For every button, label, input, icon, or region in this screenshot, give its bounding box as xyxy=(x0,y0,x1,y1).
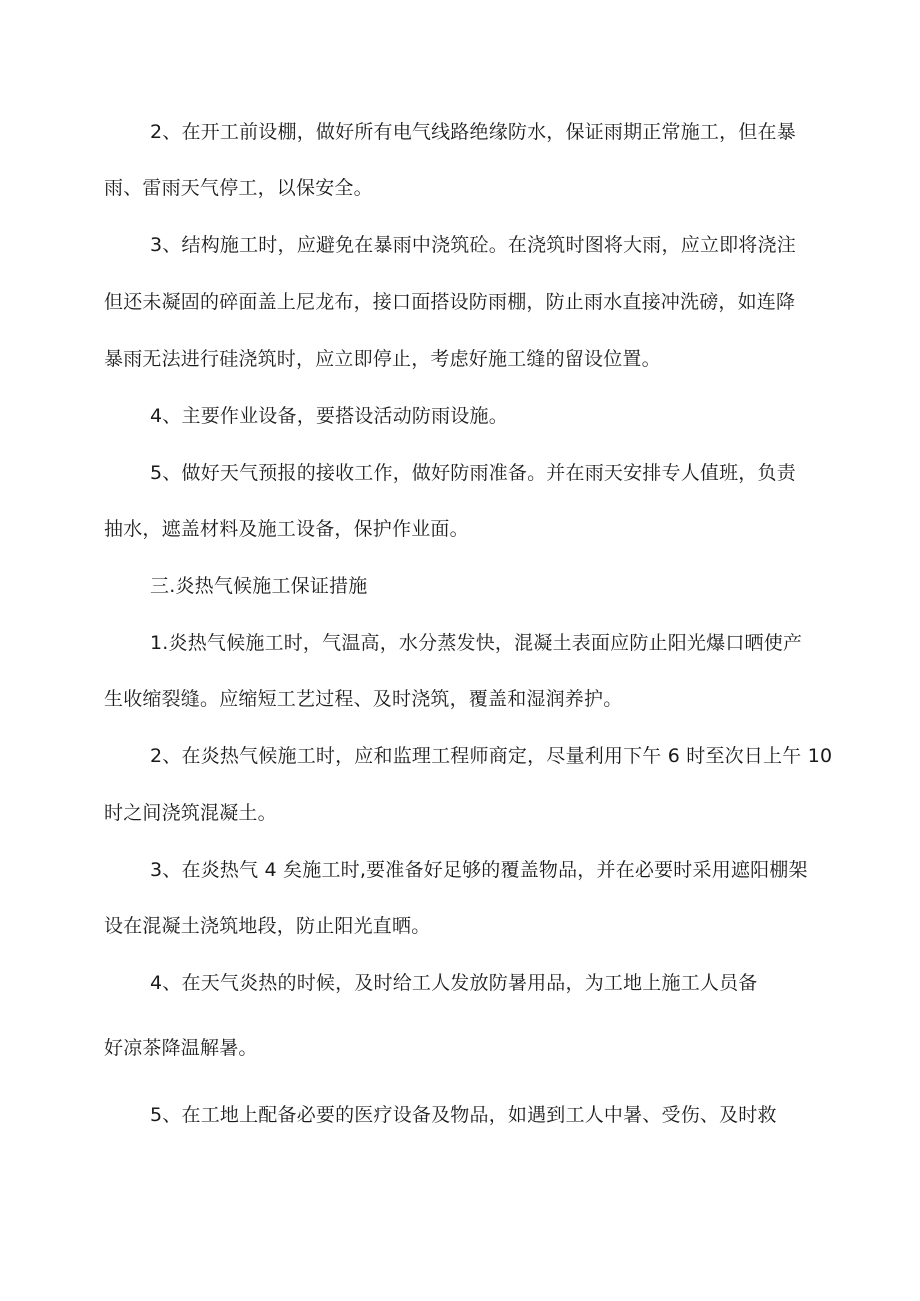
hot-item-5-line-1: 5、在工地上配备必要的医疗设备及物品，如遇到工人中暑、受伤、及时救 xyxy=(150,1104,777,1126)
paragraph-3-line-1: 3、结构施工时，应避免在暴雨中浇筑砼。在浇筑时图将大雨，应立即将浇注 xyxy=(150,234,796,256)
paragraph-3-line-3: 暴雨无法进行硅浇筑时，应立即停止，考虑好施工缝的留设位置。 xyxy=(104,348,661,370)
paragraph-4-line-1: 4、主要作业设备，要搭设活动防雨设施。 xyxy=(150,405,508,427)
paragraph-2-line-1: 2、在开工前设棚，做好所有电气线路绝缘防水，保证雨期正常施工，但在暴 xyxy=(150,121,796,143)
hot-item-1-line-2: 生收缩裂缝。应缩短工艺过程、及时浇筑，覆盖和湿润养护。 xyxy=(104,688,623,710)
paragraph-5-line-1: 5、做好天气预报的接收工作，做好防雨准备。并在雨天安排专人值班，负责 xyxy=(150,462,796,484)
hot-item-3-line-1: 3、在炎热气 4 矣施工时,要准备好足够的覆盖物品，并在必要时采用遮阳棚架 xyxy=(150,859,808,881)
hot-item-4-line-2: 好凉茶降温解暑。 xyxy=(104,1037,258,1059)
hot-item-2-line-2: 时之间浇筑混凝土。 xyxy=(104,802,277,824)
paragraph-5-line-2: 抽水，遮盖材料及施工设备，保护作业面。 xyxy=(104,518,469,540)
hot-item-1-line-1: 1.炎热气候施工时，气温高，水分蒸发快，混凝土表面应防止阳光爆口晒使产 xyxy=(150,632,803,654)
hot-item-3-line-2: 设在混凝土浇筑地段，防止阳光直晒。 xyxy=(104,915,431,937)
paragraph-3-line-2: 但还未凝固的碎面盖上尼龙布，接口面搭设防雨棚，防止雨水直接冲洗磅，如连降 xyxy=(104,291,796,313)
hot-item-2-line-1: 2、在炎热气候施工时，应和监理工程师商定，尽量利用下午 6 时至次日上午 10 xyxy=(150,745,833,767)
paragraph-2-line-2: 雨、雷雨天气停工，以保安全。 xyxy=(104,177,373,199)
section-heading: 三.炎热气候施工保证措施 xyxy=(150,575,368,597)
hot-item-4-line-1: 4、在天气炎热的时候，及时给工人发放防暑用品，为工地上施工人员备 xyxy=(150,972,758,994)
